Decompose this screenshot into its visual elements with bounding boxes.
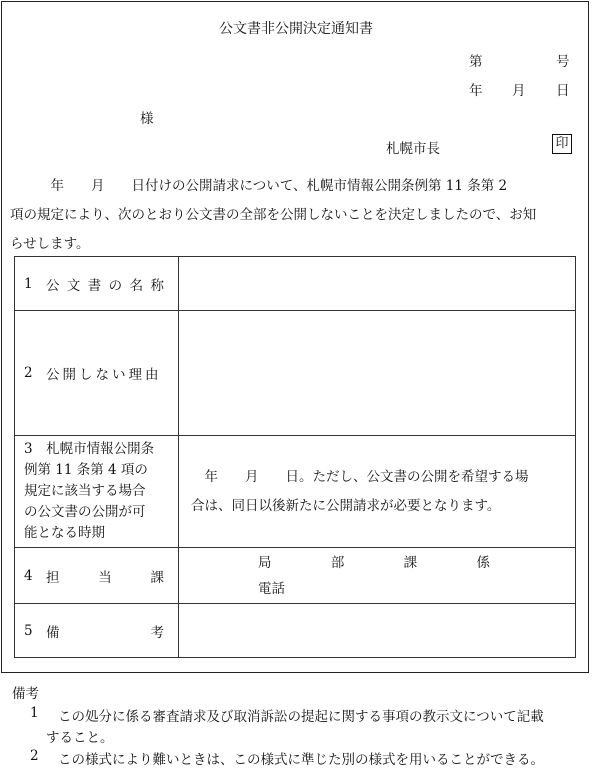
note-text: この様式により難いときは、この様式に準じた別の様式を用いることができる。 xyxy=(58,752,544,768)
section-unit: 課 xyxy=(403,554,418,571)
seal-mark: 印 xyxy=(552,134,572,154)
row-number: 4 xyxy=(24,567,33,584)
division-unit: 部 xyxy=(330,554,345,571)
reason-field[interactable] xyxy=(179,311,576,436)
details-table xyxy=(14,256,576,658)
subsection-unit: 係 xyxy=(476,554,490,571)
date-year: 年 xyxy=(469,83,483,99)
row-label-department: 4 担 当 課 xyxy=(15,548,179,604)
note-text-continued: すること。 xyxy=(46,730,114,746)
bureau-unit: 局 xyxy=(258,554,272,571)
document-name-field[interactable] xyxy=(179,257,576,311)
row-number: 2 xyxy=(24,365,33,381)
table-row xyxy=(15,604,576,658)
date-day: 日 xyxy=(556,83,570,99)
body-line: 年 月 日付けの公開請求について、札幌市情報公開条例第 11 条第 2 xyxy=(10,178,508,194)
addressee-suffix: 様 xyxy=(140,111,154,127)
row-label-remarks: 5 備 考 xyxy=(15,604,179,658)
date-month: 月 xyxy=(512,83,526,99)
number-label: 第 xyxy=(469,54,483,70)
note-number: 1 xyxy=(30,705,39,721)
issuer-name: 札幌市長 xyxy=(386,141,440,157)
department-field[interactable] xyxy=(179,548,576,604)
table-row xyxy=(15,311,576,436)
table-row xyxy=(15,436,576,548)
row-label-disclosure-period: 3 札幌市情報公開条 例第 11 条第 4 項の 規定に該当する場合 の公文書の公開が可 能となる時期 xyxy=(15,436,179,548)
document-title: 公文書非公開決定通知書 xyxy=(219,21,373,37)
table-row xyxy=(15,257,576,311)
body-line: 項の規定により、次のとおり公文書の全部を公開しないことを決定しましたので、お知 xyxy=(10,207,537,223)
body-line: らせします。 xyxy=(10,236,90,252)
row-number: 5 xyxy=(24,622,33,639)
row-label-document-name: 1 公 文 書 の 名 称 xyxy=(15,257,179,311)
notes-heading: 備考 xyxy=(12,686,39,702)
row-number: 1 xyxy=(24,275,33,292)
phone-label: 電話 xyxy=(258,580,285,597)
disclosure-period-field[interactable]: 年 月 日。ただし、公文書の公開を希望する場 合は、同日以後新たに公開請求が必要となります。 xyxy=(179,436,576,548)
remarks-field[interactable] xyxy=(179,604,576,658)
table-row xyxy=(15,548,576,604)
note-text: この処分に係る審査請求及び取消訴訟の提起に関する事項の教示文について記載 xyxy=(58,709,544,725)
note-number: 2 xyxy=(30,748,39,764)
number-suffix: 号 xyxy=(556,54,570,70)
row-label-reason: 2 公開しない理由 xyxy=(15,311,179,436)
notice-body xyxy=(10,172,582,259)
